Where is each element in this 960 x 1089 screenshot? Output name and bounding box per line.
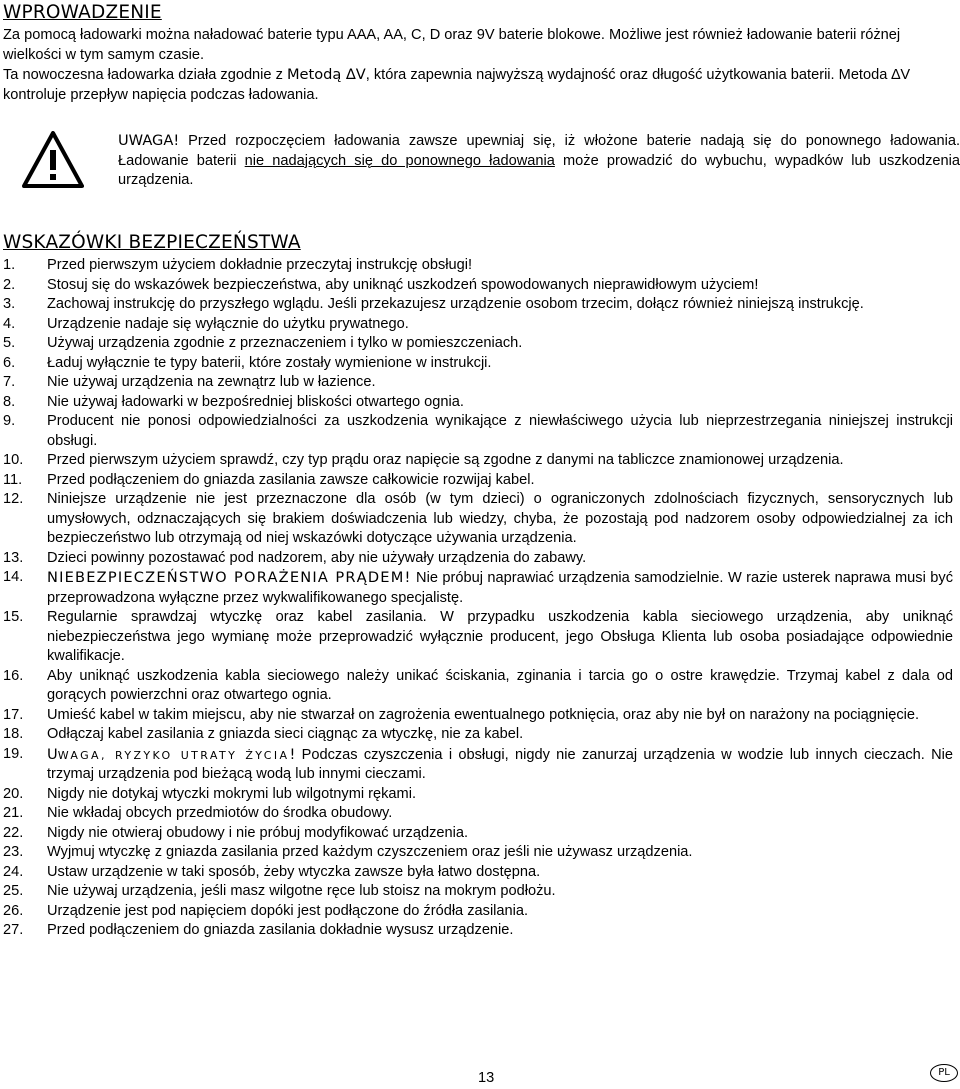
list-item (3, 568, 953, 608)
list-item-text (47, 315, 953, 335)
list-item (3, 276, 953, 296)
list-item-body: Nie używaj urządzenia na zewnątrz lub w łazience. (47, 374, 376, 390)
page-number: 13 (478, 1070, 495, 1086)
list-item (3, 549, 953, 569)
list-item (3, 863, 953, 883)
list-item-number: 15. (3, 609, 24, 625)
list-item-text (47, 902, 953, 922)
list-item (3, 882, 953, 902)
method-name: Metodą ∆V (286, 66, 366, 83)
list-item-text (47, 882, 953, 902)
intro-text (3, 26, 953, 105)
list-item-text (47, 354, 953, 374)
list-item-text (47, 706, 953, 726)
warning-box (22, 131, 960, 201)
list-item-number: 3. (3, 296, 16, 312)
list-item (3, 667, 953, 706)
list-item-body: Stosuj się do wskazówek bezpieczeństwa, aby uniknąć uszkodzeń spowodowanych nieprawidłowym użyciem! (47, 276, 759, 293)
safety-heading: WSKAZÓWKI BEZPIECZEŃSTWA (3, 232, 301, 253)
list-item-number: 13. (3, 549, 24, 566)
list-item-body: Dzieci powinny pozostawać pod nadzorem, aby nie używały urządzenia do zabawy. (47, 549, 587, 566)
list-item-number: 22. (3, 824, 24, 841)
list-item-number: 24. (3, 863, 24, 880)
list-item-number: 14. (3, 569, 24, 585)
list-item-text (47, 412, 953, 451)
list-item-text (47, 256, 953, 276)
list-item (3, 451, 953, 471)
list-item-body: Odłączaj kabel zasilania z gniazda sieci ciągnąc za wtyczkę, nie za kabel. (47, 726, 524, 742)
list-item-lead-end: ! (289, 745, 296, 763)
list-item-text (47, 393, 953, 413)
list-item-body: Ładuj wyłącznie te typy baterii, które zostały wymienione w instrukcji. (47, 354, 492, 371)
list-item-number: 17. (3, 706, 24, 723)
list-item-text (47, 785, 953, 805)
list-item-number: 6. (3, 354, 16, 371)
list-item (3, 804, 953, 824)
list-item-number: 26. (3, 902, 24, 919)
list-item-text (47, 568, 953, 608)
list-item-text (47, 451, 953, 471)
list-item-number: 8. (3, 393, 16, 410)
list-item-body: Nie wkładaj obcych przedmiotów do środka obudowy. (47, 805, 393, 821)
list-item-number: 4. (3, 315, 16, 332)
list-item-text (47, 667, 953, 706)
warning-text-start: Przed rozpoczęciem ładowania zawsze upewniaj się, iż włożone baterie nadają się do ponownego ładowania. Ładowanie baterii (118, 133, 960, 169)
list-item-number: 9. (3, 413, 16, 429)
list-item-lead: NIEBEZPIECZEŃSTWO PORAŻENIA PRĄDEM! (47, 569, 412, 586)
list-item (3, 785, 953, 805)
list-item-text (47, 549, 953, 569)
list-item-number: 20. (3, 785, 24, 802)
list-item (3, 412, 953, 451)
intro-paragraph-1: Za pomocą ładowarki można naładować baterie typu AAA, AA, C, D oraz 9V baterie blokowe. Możliwe jest również ładowanie baterii różnej wielkości w tym samym czasie. (3, 27, 901, 63)
list-item-body: Umieść kabel w takim miejscu, aby nie stwarzał on zagrożenia ewentualnego potknięcia, oraz aby nie był on narażony na pociągnięcie. (47, 706, 920, 723)
list-item (3, 471, 953, 491)
list-item-lead-smallcaps: WAGA, RYZYKO UTRATY ŻYCIA (57, 748, 290, 762)
list-item (3, 824, 953, 844)
list-item-body: Nigdy nie dotykaj wtyczki mokrymi lub wilgotnymi rękami. (47, 785, 416, 802)
list-item-body: Przed podłączeniem do gniazda zasilania zawsze całkowicie rozwijaj kabel. (47, 471, 535, 488)
list-item-number: 27. (3, 922, 24, 938)
list-item (3, 745, 953, 785)
list-item-number: 10. (3, 452, 24, 468)
list-item-text (47, 725, 953, 745)
list-item-body: Nie używaj urządzenia, jeśli masz wilgotne ręce lub stoisz na mokrym podłożu. (47, 883, 556, 899)
list-item-text (47, 276, 953, 296)
list-item-text (47, 608, 953, 667)
list-item (3, 843, 953, 863)
list-item (3, 902, 953, 922)
list-item (3, 921, 953, 941)
list-item-text (47, 471, 953, 491)
list-item-body: Zachowaj instrukcję do przyszłego wglądu. Jeśli przekazujesz urządzenie osobom trzecim, dołącz również niniejszą instrukcję. (47, 296, 864, 312)
list-item-number: 2. (3, 276, 16, 293)
list-item (3, 393, 953, 413)
list-item-body: Nie próbuj naprawiać urządzenia samodzielnie. W razie usterek naprawa musi być przeprowadzona wyłączne przez wykwalifikowanego specjalistę. (47, 570, 953, 606)
warning-triangle-icon (22, 131, 84, 189)
list-item-number: 11. (3, 471, 23, 488)
list-item-number: 21. (3, 805, 24, 821)
list-item-number: 1. (3, 257, 16, 273)
warning-text (118, 131, 960, 191)
list-item-body: Ustaw urządzenie w taki sposób, żeby wtyczka zawsze była łatwo dostępna. (47, 863, 541, 880)
list-item (3, 354, 953, 374)
list-item-number: 23. (3, 844, 24, 860)
intro-paragraph-2 (3, 65, 953, 105)
list-item-body: Producent nie ponosi odpowiedzialności za uszkodzenia wynikające z niewłaściwego użycia lub nieprzestrzegania niniejszej instrukcji obsługi. (47, 413, 953, 449)
list-item (3, 706, 953, 726)
intro-paragraph-2-start: Ta nowoczesna ładowarka działa zgodnie z (3, 67, 287, 83)
list-item-number: 12. (3, 491, 24, 507)
intro-paragraph-2-end: , która zapewnia najwyższą wydajność oraz długość użytkowania baterii. Metoda ∆V kontroluje przepływ napięcia podczas ładowania. (3, 67, 911, 103)
list-item (3, 295, 953, 315)
list-item-body: Przed pierwszym użyciem sprawdź, czy typ prądu oraz napięcie są zgodne z danymi na tabliczce znamionowej urządzenia. (47, 452, 844, 468)
list-item (3, 725, 953, 745)
list-item-number: 7. (3, 374, 16, 390)
list-item (3, 608, 953, 667)
list-item-number: 16. (3, 667, 24, 684)
list-item-number: 19. (3, 745, 24, 762)
list-item (3, 315, 953, 335)
warning-text-end: może prowadzić do wybuchu, wypadków lub uszkodzenia urządzenia. (118, 152, 960, 188)
warning-underlined-text: nie nadających się do ponownego ładowania (244, 152, 555, 169)
list-item (3, 256, 953, 276)
list-item-text (47, 804, 953, 824)
list-item-body: Aby uniknąć uszkodzenia kabla sieciowego należy unikać ściskania, zginania i tarcia go o ostre krawędzie. Trzymaj kabel z dala od gorących powierzchni oraz otwartego ognia. (47, 667, 953, 703)
list-item-text (47, 373, 953, 393)
warning-label: UWAGA! (118, 132, 180, 149)
language-badge: PL (930, 1064, 958, 1082)
list-item (3, 334, 953, 354)
safety-list (3, 256, 953, 941)
list-item-number: 25. (3, 883, 24, 899)
list-item-text (47, 295, 953, 315)
list-item (3, 373, 953, 393)
list-item-body: Wyjmuj wtyczkę z gniazda zasilania przed każdym czyszczeniem oraz jeśli nie używasz urządzenia. (47, 844, 693, 860)
list-item-number: 5. (3, 335, 16, 351)
list-item-body: Podczas czyszczenia i obsługi, nigdy nie zanurzaj urządzenia w wodzie lub innych cieczach. Nie trzymaj urządzenia pod bieżącą wodą lub innymi cieczami. (47, 746, 953, 782)
list-item-body: Niniejsze urządzenie nie jest przeznaczone dla osób (w tym dzieci) o ograniczonych zdolnościach fizycznych, sensorycznych lub umysłowych, odznaczających się brakiem doświadczenia lub wiedzy, chyba, że pozostają pod nadzorem osoby odpowiedzialnej za ich bezpieczeństwo lub otrzymają od niej wskazówki dotyczące używania urządzenia. (47, 491, 953, 546)
list-item-text (47, 745, 953, 785)
list-item-body: Regularnie sprawdzaj wtyczkę oraz kabel zasilania. W przypadku uszkodzenia kabla sieciowego urządzenia, aby uniknąć niebezpieczeństwa jego wymianę może przeprowadzić wyłącznie producent, jego Obsługa Klienta lub osoba posiadające odpowiednie kwalifikacje. (47, 609, 953, 664)
list-item-body: Przed podłączeniem do gniazda zasilania dokładnie wysusz urządzenie. (47, 922, 514, 938)
list-item-body: Nie używaj ładowarki w bezpośredniej bliskości otwartego ognia. (47, 393, 464, 410)
list-item-body: Przed pierwszym użyciem dokładnie przeczytaj instrukcję obsługi! (47, 257, 473, 273)
list-item-body: Urządzenie jest pod napięciem dopóki jest podłączone do źródła zasilania. (47, 902, 529, 919)
list-item-body: Urządzenie nadaje się wyłącznie do użytku prywatnego. (47, 315, 409, 332)
list-item-number: 18. (3, 726, 24, 742)
list-item-text (47, 863, 953, 883)
list-item-text (47, 824, 953, 844)
list-item-body: Używaj urządzenia zgodnie z przeznaczeniem i tylko w pomieszczeniach. (47, 335, 523, 351)
list-item-body: Nigdy nie otwieraj obudowy i nie próbuj modyfikować urządzenia. (47, 824, 469, 841)
list-item (3, 490, 953, 549)
list-item-text (47, 334, 953, 354)
list-item-text (47, 843, 953, 863)
list-item-lead-initial: U (47, 745, 58, 763)
list-item-text (47, 921, 953, 941)
list-item-text (47, 490, 953, 549)
intro-heading: WPROWADZENIE (3, 2, 162, 23)
